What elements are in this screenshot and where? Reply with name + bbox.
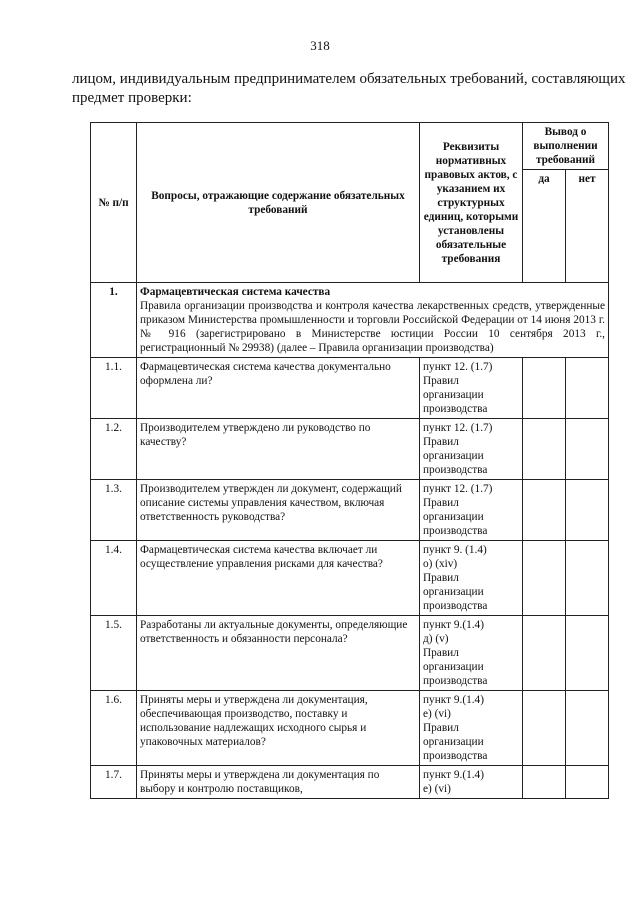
- row-requisite: пункт 9.(1.4) е) (vi) Правил организации производства: [420, 691, 523, 766]
- section-text: Правила организации производства и контроля качества лекарственных средств, утвержденные приказом Министерства промышленности и торговли Российской Федерации от 14 июня 2013 г. № 916 (зарегистрировано в Министерстве юстиции России 10 сентября 2013 г., регистрационный № 29938) (далее – Правила организации производства): [140, 300, 606, 354]
- row-num: 1.7.: [91, 766, 137, 799]
- row-no: [566, 480, 609, 541]
- row-no: [566, 691, 609, 766]
- page-number: 318: [310, 38, 330, 53]
- section-num: 1.: [91, 283, 137, 358]
- header-requisites: Реквизиты нормативных правовых актов, с указанием их структурных единиц, которыми установлены обязательные требования: [420, 123, 523, 283]
- table-row: [91, 691, 609, 766]
- intro-text: лицом, индивидуальным предпринимателем обязательных требований, составляющих предмет проверки:: [72, 71, 626, 106]
- row-yes: [523, 419, 566, 480]
- row-no: [566, 358, 609, 419]
- row-no: [566, 616, 609, 691]
- row-no: [566, 419, 609, 480]
- row-requisite: пункт 9.(1.4) д) (v) Правил организации производства: [420, 616, 523, 691]
- section-title: Фармацевтическая система качества: [140, 286, 331, 298]
- row-requisite: пункт 12. (1.7) Правил организации производства: [420, 480, 523, 541]
- table-row: [91, 480, 609, 541]
- table-row: [91, 541, 609, 616]
- header-questions: Вопросы, отражающие содержание обязательных требований: [137, 123, 420, 283]
- row-question: Приняты меры и утверждена ли документация по выбору и контролю поставщиков,: [137, 766, 420, 799]
- row-question: Приняты меры и утверждена ли документация, обеспечивающая производство, поставку и использование надлежащих исходного сырья и упаковочных материалов?: [137, 691, 420, 766]
- row-num: 1.3.: [91, 480, 137, 541]
- row-requisite: пункт 12. (1.7) Правил организации производства: [420, 419, 523, 480]
- header-num: № п/п: [91, 123, 137, 283]
- row-num: 1.1.: [91, 358, 137, 419]
- row-no: [566, 541, 609, 616]
- header-conclusion: Вывод о выполнении требований: [523, 123, 609, 170]
- row-requisite: пункт 9. (1.4) о) (xiv) Правил организации производства: [420, 541, 523, 616]
- table-header-row: [91, 123, 609, 170]
- row-yes: [523, 541, 566, 616]
- row-yes: [523, 358, 566, 419]
- row-question: Фармацевтическая система качества документально оформлена ли?: [137, 358, 420, 419]
- row-yes: [523, 616, 566, 691]
- row-num: 1.6.: [91, 691, 137, 766]
- row-question: Разработаны ли актуальные документы, определяющие ответственность и обязанности персонала?: [137, 616, 420, 691]
- row-yes: [523, 766, 566, 799]
- row-requisite: пункт 12. (1.7) Правил организации производства: [420, 358, 523, 419]
- table-body: [91, 358, 609, 799]
- row-yes: [523, 691, 566, 766]
- row-question: Фармацевтическая система качества включает ли осуществление управления рисками для качества?: [137, 541, 420, 616]
- header-yes: да: [523, 170, 566, 283]
- row-num: 1.5.: [91, 616, 137, 691]
- row-requisite: пункт 9.(1.4) е) (vi): [420, 766, 523, 799]
- table-row: [91, 766, 609, 799]
- section-cell: [137, 283, 609, 358]
- table-row: [91, 616, 609, 691]
- section-row: [91, 283, 609, 358]
- row-num: 1.2.: [91, 419, 137, 480]
- row-no: [566, 766, 609, 799]
- header-no: нет: [566, 170, 609, 283]
- row-question: Производителем утвержден ли документ, содержащий описание системы управления качеством, включая ответственность руководства?: [137, 480, 420, 541]
- table-row: [91, 358, 609, 419]
- row-yes: [523, 480, 566, 541]
- table-row: [91, 419, 609, 480]
- requirements-table: [90, 122, 609, 799]
- row-question: Производителем утверждено ли руководство по качеству?: [137, 419, 420, 480]
- row-num: 1.4.: [91, 541, 137, 616]
